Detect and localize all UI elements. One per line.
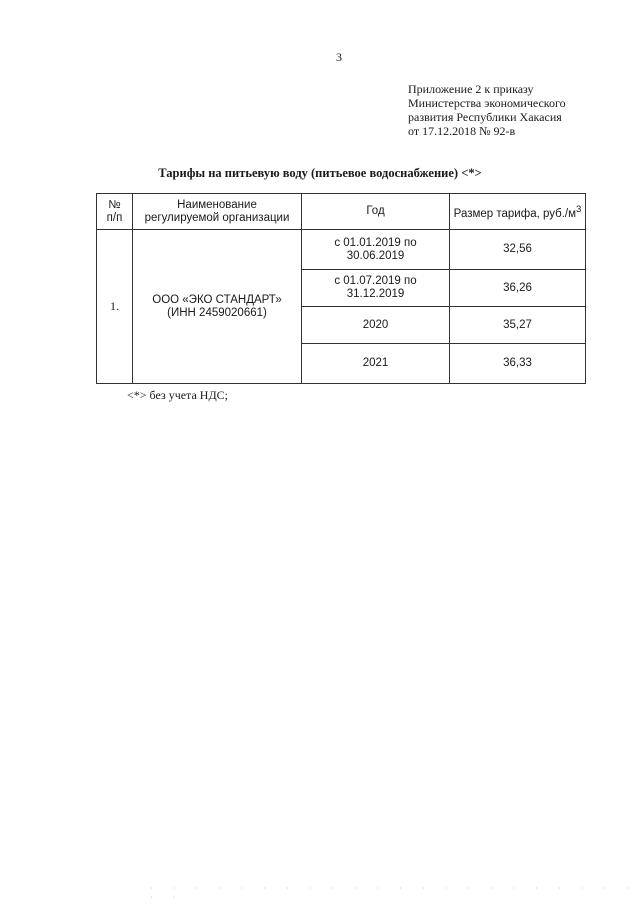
period-cell: с 01.07.2019 по 31.12.2019 xyxy=(302,270,450,307)
appendix-line: развития Республики Хакасия xyxy=(408,110,562,124)
table-header-row xyxy=(97,194,586,230)
appendix-line: Приложение 2 к приказу xyxy=(408,82,534,96)
header-number: № п/п xyxy=(97,194,133,230)
header-tariff: Размер тарифа, $руб./м^3$ xyxy=(450,194,586,230)
table-row xyxy=(97,230,586,270)
period-cell: 2021 xyxy=(302,344,450,384)
tariff-value-cell: 32,56 xyxy=(450,230,586,270)
organization-cell: ООО «ЭКО СТАНДАРТ» (ИНН 2459020661) xyxy=(133,230,302,384)
header-organization: Наименование регулируемой организации xyxy=(133,194,302,230)
row-number-cell: 1. xyxy=(97,230,133,384)
header-year: Год xyxy=(302,194,450,230)
tariff-value-cell: 35,27 xyxy=(450,307,586,344)
scan-artifact: · · · · · · · · · · · · · · · · · · · · · · · · xyxy=(150,884,638,902)
tariff-table xyxy=(96,193,586,384)
footnote: <*> без учета НДС; xyxy=(127,388,228,402)
appendix-line: от 17.12.2018 № 92-в xyxy=(408,124,516,138)
page-number: 3 xyxy=(336,50,342,64)
tariff-value-cell: 36,33 xyxy=(450,344,586,384)
appendix-reference xyxy=(408,82,566,138)
document-title: Тарифы на питьевую воду (питьевое водоснабжение) <*> xyxy=(158,166,482,180)
appendix-line: Министерства экономического xyxy=(408,96,566,110)
tariff-value-cell: 36,26 xyxy=(450,270,586,307)
period-cell: 2020 xyxy=(302,307,450,344)
period-cell: с 01.01.2019 по 30.06.2019 xyxy=(302,230,450,270)
